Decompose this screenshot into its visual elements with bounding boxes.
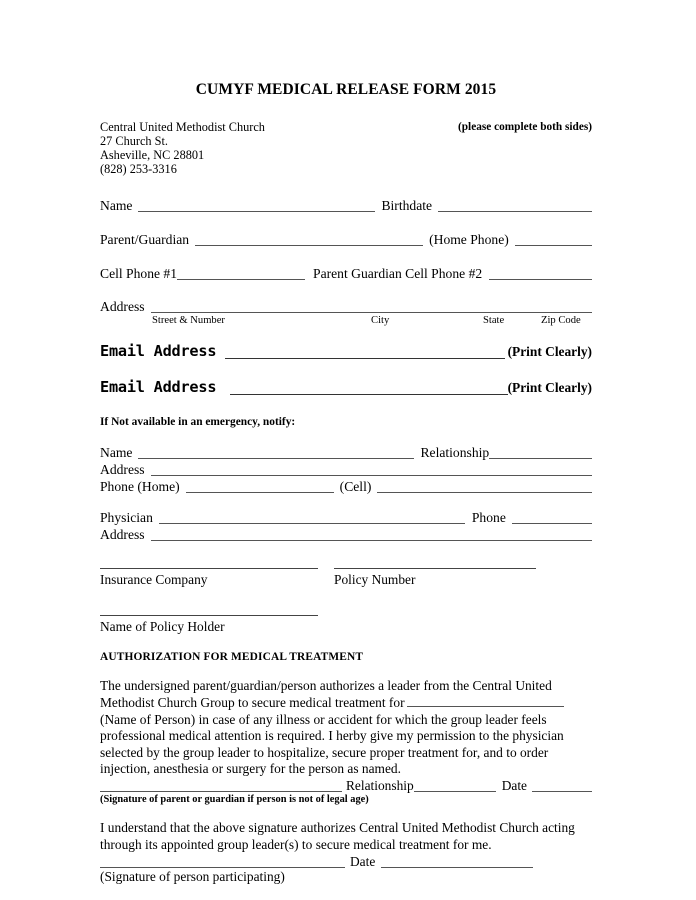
page-title: CUMYF MEDICAL RELEASE FORM 2015 <box>195 81 497 98</box>
address-sublabel-street: Street & Number <box>152 315 225 327</box>
address-sublabels <box>100 315 592 328</box>
emergency-address-label: Address <box>100 462 145 478</box>
physician-label: Physician <box>100 510 153 526</box>
parent-guardian-label: Parent/Guardian <box>100 232 190 248</box>
participant-signature-input[interactable] <box>100 855 345 868</box>
authorization-body-part-1: The undersigned parent/guardian/person authorizes a leader from the Central United Methodist Church Group to secure medical treatment for <box>100 678 552 710</box>
cell-phone-2-label: Parent Guardian Cell Phone #2 <box>313 266 483 282</box>
emergency-address-row <box>100 462 592 477</box>
address-sublabel-zip: Zip Code <box>541 315 581 327</box>
emergency-phone-home-label: Phone (Home) <box>100 479 180 495</box>
name-input[interactable] <box>138 199 375 212</box>
participant-signature-caption: (Signature of person participating) <box>100 869 285 885</box>
acknowledgment-signature-row <box>100 854 592 869</box>
emergency-contact-heading: If Not available in an emergency, notify: <box>100 416 296 429</box>
parent-guardian-input[interactable] <box>195 233 423 246</box>
authorization-body-part-2: in case of any illness or accident for which the group leader feels professional medical attention is required. I herby give my permission to the physician selected by the group leader to hospitalize, secure proper treatment for, and to order injection, anesthesia or surgery for the person as named. <box>100 711 564 777</box>
address-sublabel-state: State <box>483 315 505 327</box>
authorization-date-label: Date <box>501 777 527 793</box>
physician-address-label: Address <box>100 527 145 543</box>
policy-number-label: Policy Number <box>334 572 416 588</box>
email-2-print-clearly-note: (Print Clearly) <box>507 380 592 396</box>
cell-phone-1-input[interactable] <box>177 267 305 280</box>
email-1-print-clearly-note: (Print Clearly) <box>507 344 592 360</box>
policy-number-field <box>334 568 536 588</box>
home-phone-input[interactable] <box>515 233 592 246</box>
physician-phone-input[interactable] <box>512 511 592 524</box>
physician-address-input[interactable] <box>151 528 592 541</box>
emergency-cell-input[interactable] <box>377 480 592 493</box>
organization-header <box>100 120 592 177</box>
name-of-person-label: (Name of Person) <box>100 711 196 727</box>
emergency-cell-label: (Cell) <box>339 479 372 495</box>
home-phone-label: (Home Phone) <box>429 232 509 248</box>
acknowledgment-date-label: Date <box>350 854 376 870</box>
parent-guardian-row <box>100 232 592 247</box>
physician-row <box>100 510 592 525</box>
email-address-1-input[interactable] <box>225 345 504 359</box>
policy-holder-label: Name of Policy Holder <box>100 619 225 635</box>
emergency-relationship-label: Relationship <box>420 445 490 461</box>
organization-street: 27 Church St. <box>100 133 168 148</box>
emergency-phone-home-input[interactable] <box>186 480 334 493</box>
organization-city-state-zip: Asheville, NC 28801 <box>100 148 205 162</box>
name-label: Name <box>100 198 133 214</box>
cell-phone-1-label: Cell Phone #1 <box>100 266 178 282</box>
email-address-2-label: Email Address <box>100 378 217 397</box>
physician-input[interactable] <box>159 511 465 524</box>
physician-address-row <box>100 527 592 542</box>
cell-phones-row <box>100 266 592 281</box>
emergency-name-input[interactable] <box>138 446 414 459</box>
organization-name: Central United Methodist Church <box>100 119 265 134</box>
emergency-name-row <box>100 445 592 460</box>
physician-phone-label: Phone <box>471 510 506 526</box>
authorization-heading: AUTHORIZATION FOR MEDICAL TREATMENT <box>100 651 364 664</box>
cell-phone-2-input[interactable] <box>489 267 592 280</box>
acknowledgment-paragraph: I understand that the above signature authorizes Central United Methodist Church acting through its appointed group leader(s) to secure medical treatment for me. <box>100 819 575 852</box>
address-input[interactable] <box>151 300 592 313</box>
insurance-company-field <box>100 568 318 588</box>
emergency-relationship-input[interactable] <box>489 446 592 459</box>
parent-signature-input[interactable] <box>100 779 342 792</box>
emergency-phone-row <box>100 479 592 494</box>
authorization-relationship-label: Relationship <box>346 777 414 793</box>
authorization-signature-row <box>100 778 592 793</box>
parent-signature-caption: (Signature of parent or guardian if person is not of legal age) <box>100 793 369 805</box>
organization-phone: (828) 253-3316 <box>100 162 177 177</box>
address-label: Address <box>100 299 145 315</box>
email-address-1-row <box>100 342 592 360</box>
emergency-name-label: Name <box>100 445 133 461</box>
insurance-company-label: Insurance Company <box>100 572 208 588</box>
document-body <box>100 0 592 885</box>
authorization-relationship-input[interactable] <box>414 779 496 792</box>
insurance-row <box>100 568 592 588</box>
address-row <box>100 299 592 314</box>
email-address-2-row <box>100 378 592 396</box>
name-birthdate-row <box>100 198 592 213</box>
email-address-2-input[interactable] <box>230 381 507 395</box>
birthdate-label: Birthdate <box>381 198 433 214</box>
emergency-address-input[interactable] <box>151 463 592 476</box>
acknowledgment-date-input[interactable] <box>381 855 533 868</box>
authorization-date-input[interactable] <box>532 779 592 792</box>
authorization-paragraph <box>100 678 592 778</box>
email-address-1-label: Email Address <box>100 342 217 361</box>
birthdate-input[interactable] <box>438 199 592 212</box>
policy-holder-field <box>100 615 318 635</box>
address-sublabel-city: City <box>371 315 390 327</box>
name-of-person-input[interactable] <box>407 695 564 707</box>
complete-both-sides-note: (please complete both sides) <box>458 120 592 133</box>
